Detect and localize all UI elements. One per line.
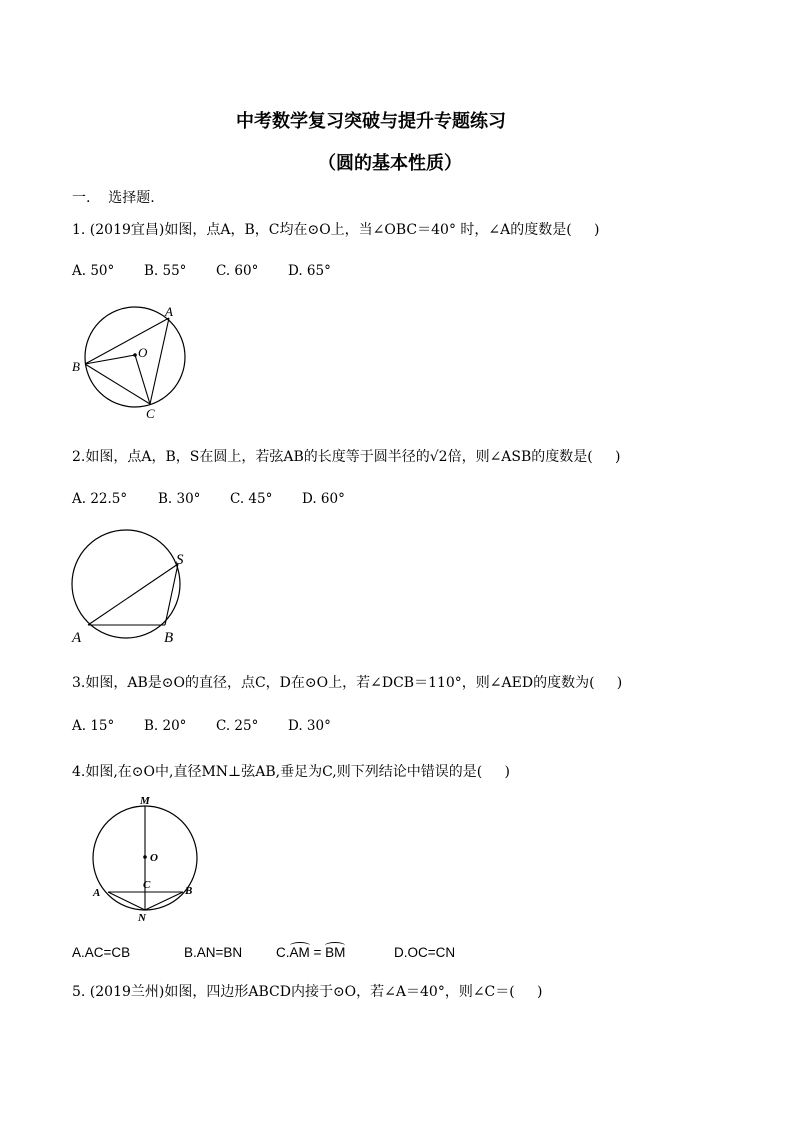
q1-option-c: C. 60° bbox=[216, 263, 259, 279]
q2-label-a: A bbox=[72, 630, 82, 646]
q4-label-b: B bbox=[185, 885, 193, 897]
q1-circle-figure bbox=[60, 298, 200, 423]
question-1-options bbox=[72, 263, 331, 279]
q3-option-b: B. 20° bbox=[144, 718, 187, 734]
q1-label-a: A bbox=[165, 304, 173, 319]
q2-radical: √2 bbox=[429, 449, 448, 465]
q4-option-d: D.OC=CN bbox=[394, 945, 456, 960]
question-4-options bbox=[72, 945, 455, 960]
q1-option-d: D. 65° bbox=[288, 263, 331, 279]
q1-label-b: B bbox=[72, 359, 80, 374]
arc-bm: BM bbox=[325, 945, 346, 960]
q1-option-a: A. 50° bbox=[72, 263, 115, 279]
question-3-text: 3.如图，AB是⊙O的直径，点C，D在⊙O上，若∠DCB＝110°，则∠AED的度数为( ) bbox=[72, 675, 623, 691]
q1-center-dot bbox=[133, 353, 137, 357]
q1-label-c: C bbox=[146, 406, 155, 421]
q4-label-n: N bbox=[138, 912, 146, 924]
q3-option-a: A. 15° bbox=[72, 718, 115, 734]
page-subtitle: （圆的基本性质） bbox=[318, 153, 462, 174]
q3-option-c: C. 25° bbox=[216, 718, 259, 734]
q4-option-a: A.AC=CB bbox=[72, 945, 131, 960]
q2-text-after: 倍，则∠ASB的度数是( ) bbox=[447, 449, 621, 465]
question-2-options bbox=[72, 491, 345, 507]
q2-option-a: A. 22.5° bbox=[72, 491, 128, 507]
page-title: 中考数学复习突破与提升专题练习 bbox=[236, 111, 506, 132]
section-heading: 一. 选择题. bbox=[72, 190, 155, 206]
q2-label-b: B bbox=[164, 630, 174, 646]
q1-circle bbox=[85, 307, 185, 407]
q2-option-c: C. 45° bbox=[230, 491, 273, 507]
q4-option-b: B.AN=BN bbox=[184, 945, 243, 960]
q2-option-d: D. 60° bbox=[302, 491, 345, 507]
q4-circle-figure bbox=[88, 790, 208, 930]
question-4-text: 4.如图,在⊙O中,直径MN⊥弦AB,垂足为C,则下列结论中错误的是( ) bbox=[72, 764, 510, 780]
q2-circle bbox=[72, 530, 180, 638]
q4-center-dot bbox=[143, 855, 147, 859]
question-2-text bbox=[72, 446, 620, 466]
q4-label-a: A bbox=[93, 887, 101, 899]
question-1-text: 1. (2019宜昌)如图，点A，B，C均在⊙O上，当∠OBC＝40° 时，∠A的度数是( ) bbox=[72, 222, 600, 238]
q2-option-b: B. 30° bbox=[158, 491, 201, 507]
q4-option-c: C.AM = BM bbox=[276, 945, 346, 960]
question-3-options bbox=[72, 718, 331, 734]
q2-text-before: 2.如图，点A，B，S在圆上，若弦AB的长度等于圆半径的 bbox=[72, 449, 430, 465]
q3-option-d: D. 30° bbox=[288, 718, 331, 734]
q2-circle-figure bbox=[64, 530, 194, 648]
q2-label-s: S bbox=[176, 552, 184, 568]
question-5-text: 5. (2019兰州)如图，四边形ABCD内接于⊙O，若∠A＝40°，则∠C＝( ) bbox=[72, 984, 543, 1000]
arc-am: AM bbox=[289, 945, 310, 960]
q4-label-m: M bbox=[140, 795, 150, 807]
q4-label-o: O bbox=[150, 852, 158, 864]
q4-label-c: C bbox=[143, 879, 151, 891]
q1-option-b: B. 55° bbox=[144, 263, 187, 279]
q1-label-o: O bbox=[138, 345, 148, 360]
